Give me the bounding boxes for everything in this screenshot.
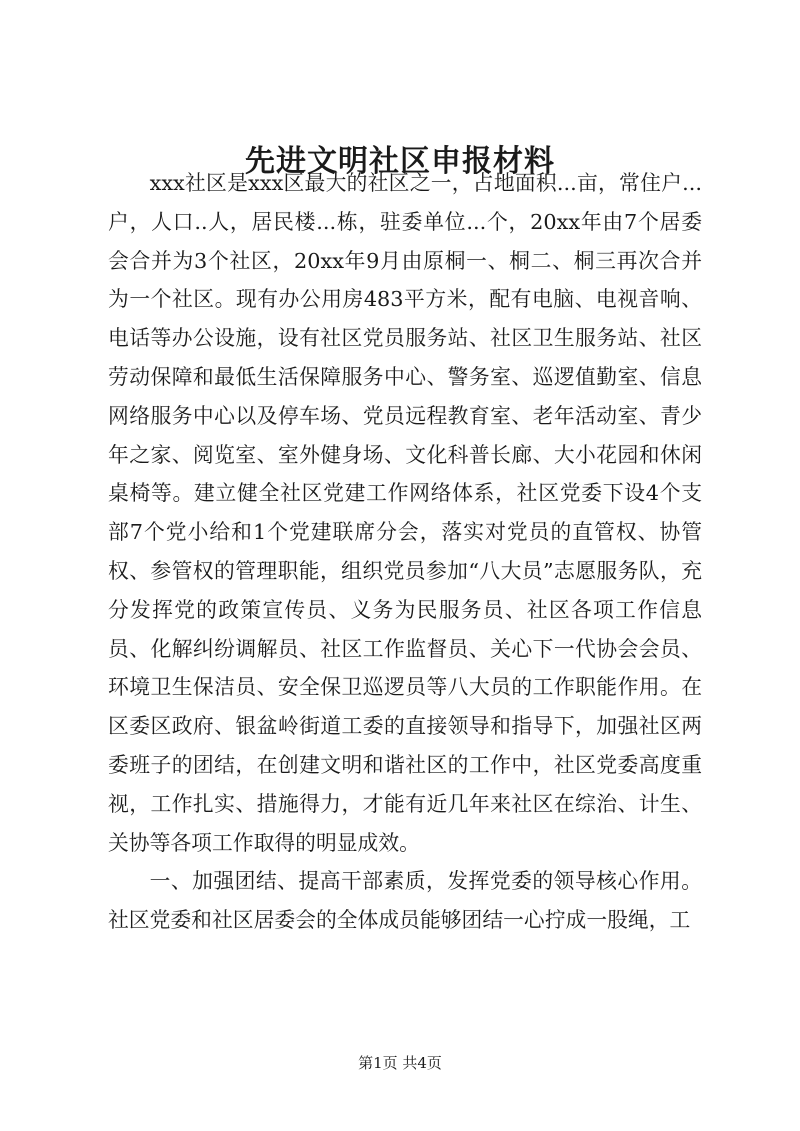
document-body bbox=[108, 164, 702, 940]
page-footer: 第1页 共4页 bbox=[358, 1054, 442, 1072]
document-title: 先进文明社区申报材料 bbox=[245, 144, 555, 179]
paragraph-section-one: 一、加强团结、提高干部素质，发挥党委的领导核心作用。社区党委和社区居委会的全体成员能够团结一心拧成一股绳，工 bbox=[108, 869, 702, 933]
paragraph-intro: xxx社区是xxx区最大的社区之一，占地面积...亩，常住户...户，人口..人，居民楼...栋，驻委单位...个，20xx年由7个居委会合并为3个社区，20xx年9月由原桐一、桐二、桐三再次合并为一个社区。现有办公用房483平方米，配有电脑、电视音响、电话等办公设施，设有社区党员服务站、社区卫生服务站、社区劳动保障和最低生活保障服务中心、警务室、巡逻值勤室、信息网络服务中心以及停车场、党员远程教育室、老年活动室、青少年之家、阅览室、室外健身场、文化科普长廊、大小花园和休闲桌椅等。建立健全社区党建工作网络体系，社区党委下设4个支部7个党小给和1个党建联席分会，落实对党员的直管权、协管权、参管权的管理职能，组织党员参加“八大员”志愿服务队，充分发挥党的政策宣传员、义务为民服务员、社区各项工作信息员、化解纠纷调解员、社区工作监督员、关心下一代协会会员、环境卫生保洁员、安全保卫巡逻员等八大员的工作职能作用。在区委区政府、银盆岭街道工委的直接领导和指导下，加强社区两委班子的团结，在创建文明和谐社区的工作中，社区党委高度重视，工作扎实、措施得力，才能有近几年来社区在综治、计生、关协等各项工作取得的明显成效。 bbox=[108, 171, 702, 855]
